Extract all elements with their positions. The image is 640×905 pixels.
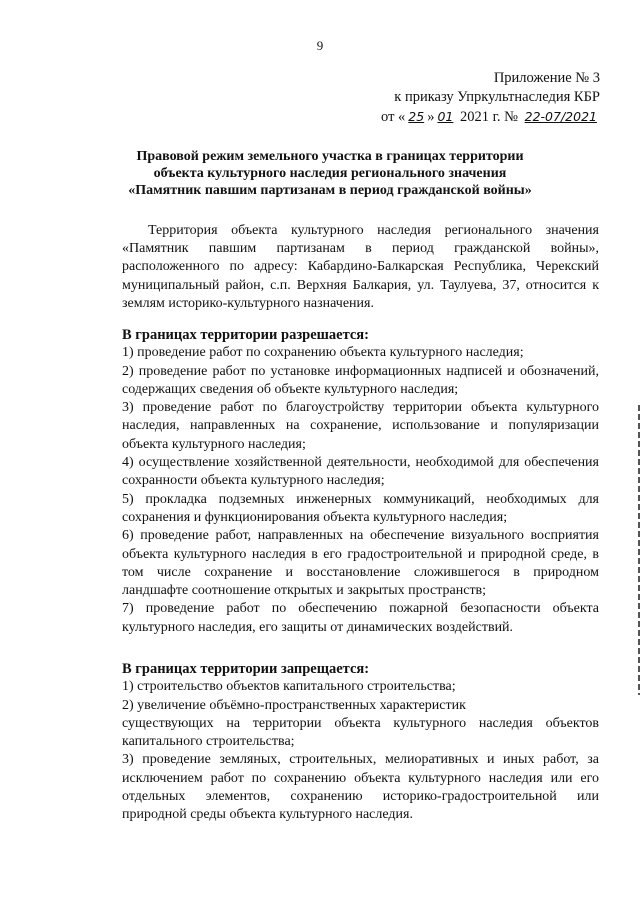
document-title — [60, 148, 600, 199]
forbidden-section — [122, 660, 599, 825]
appendix-date-line — [381, 107, 600, 127]
handwritten-day: 25 — [408, 109, 425, 124]
handwritten-month: 01 — [437, 109, 454, 124]
allowed-item: 4) осуществление хозяйственной деятельности, необходимой для обеспечения сохранности объекта культурного наследия; — [122, 455, 599, 489]
allowed-item: 7) проведение работ по обеспечению пожарной безопасности объекта культурного наследия, его защиты от динамических воздействий. — [122, 601, 599, 635]
allowed-heading: В границах территории разрешается: — [122, 327, 369, 343]
forbidden-item: 3) проведение земляных, строительных, мелиоративных и иных работ, за исключением работ по сохранению объекта культурного наследия или его отдельных элементов, сохранению историко-градостроительной или природной среды объекта культурного наследия. — [122, 752, 599, 823]
forbidden-heading: В границах территории запрещается: — [122, 661, 370, 677]
date-mid: » — [427, 109, 435, 125]
forbidden-item: 2) увеличение объёмно-пространственных характеристик — [122, 697, 466, 713]
title-line-1: Правовой режим земельного участка в границах территории — [136, 149, 524, 164]
appendix-order-reference: к приказу Упркультнаследия КБР — [394, 89, 600, 105]
forbidden-list — [122, 678, 599, 824]
intro-paragraph: Территория объекта культурного наследия регионального значения «Памятник павшим партизанам в период гражданской войны», расположенного по адресу: Кабардино-Балкарская Республика, Черекский муниципальный район, с.п. Верхняя Балкария, ул. Таулуева, 37, относится к землям историко-культурного назначения. — [122, 223, 599, 311]
allowed-item: 1) проведение работ по сохранению объекта культурного наследия; — [122, 345, 524, 361]
allowed-item: 6) проведение работ, направленных на обеспечение визуального восприятия объекта культурного наследия в его градостроительной и природной среде, в том числе сохранение и восстановление сложившегося в природном ландшафте соотношение открытых и закрытых пространств; — [122, 528, 599, 599]
page-number: 9 — [316, 38, 324, 53]
allowed-item: 3) проведение работ по благоустройству территории объекта культурного наследия, направленных на сохранение, использование и популяризации объекта культурного наследия; — [122, 400, 599, 452]
forbidden-item: существующих на территории объекта культурного наследия объектов капитального строительства; — [122, 715, 599, 750]
date-year: 2021 г. № — [459, 109, 519, 125]
title-line-3: «Памятник павшим партизанам в период гражданской войны» — [128, 183, 532, 198]
date-prefix: от « — [381, 109, 406, 125]
handwritten-order-number: 22-07/2021 — [524, 109, 597, 124]
appendix-title: Приложение № 3 — [493, 70, 600, 86]
allowed-item: 2) проведение работ по установке информационных надписей и обозначений, содержащих сведения об объекте культурного наследия; — [122, 363, 599, 397]
forbidden-item: 1) строительство объектов капитального строительства; — [122, 679, 456, 695]
allowed-item: 5) прокладка подземных инженерных коммуникаций, необходимых для сохранения и функционирования объекта культурного наследия; — [122, 491, 599, 525]
title-line-2: объекта культурного наследия регионального значения — [153, 166, 507, 181]
appendix-header — [381, 69, 600, 127]
allowed-section — [122, 326, 599, 637]
allowed-list — [122, 344, 599, 637]
